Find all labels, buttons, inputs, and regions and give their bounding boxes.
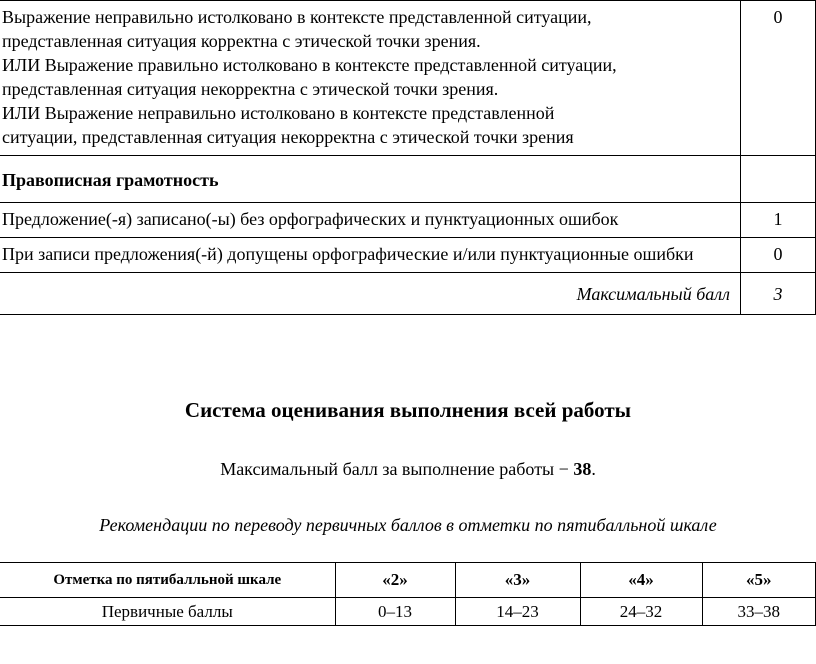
score-range: 24–32 bbox=[580, 598, 702, 626]
grade-header: «2» bbox=[335, 563, 455, 598]
criterion-line: представленная ситуация некорректна с этической точки зрения. bbox=[2, 79, 499, 99]
criterion-line: Выражение неправильно истолковано в контексте представленной ситуации, bbox=[2, 7, 592, 27]
table-row bbox=[0, 203, 816, 238]
grade-header: «4» bbox=[580, 563, 702, 598]
criterion-line: ИЛИ Выражение неправильно истолковано в контексте представленной bbox=[2, 103, 555, 123]
score-range: 0–13 bbox=[335, 598, 455, 626]
recommendation-title: Рекомендации по переводу первичных баллов в отметки по пятибалльной шкале bbox=[99, 515, 717, 535]
table-row bbox=[0, 273, 816, 315]
criterion-line: ИЛИ Выражение правильно истолковано в контексте представленной ситуации, bbox=[2, 55, 617, 75]
grade-conversion-table bbox=[0, 562, 816, 626]
max-score-label: Максимальный балл bbox=[0, 273, 741, 315]
criterion-score: 0 bbox=[741, 238, 816, 273]
table-row bbox=[0, 563, 816, 598]
grade-header: «5» bbox=[702, 563, 816, 598]
max-score-dash: − bbox=[558, 459, 569, 479]
primary-score-label: Первичные баллы bbox=[0, 598, 335, 626]
criterion-description bbox=[0, 1, 741, 156]
table-row bbox=[0, 1, 816, 156]
criterion-line: ситуации, представленная ситуация некорректна с этической точки зрения bbox=[2, 127, 574, 147]
max-score-period: . bbox=[591, 459, 596, 479]
grade-header-label: Отметка по пятибалльной шкале bbox=[0, 563, 335, 598]
section-heading: Система оценивания выполнения всей работы bbox=[184, 398, 632, 422]
score-range: 33–38 bbox=[702, 598, 816, 626]
max-score-number: 38 bbox=[573, 459, 592, 479]
criterion-score: 0 bbox=[741, 1, 816, 156]
score-range: 14–23 bbox=[455, 598, 580, 626]
max-score-value: 3 bbox=[741, 273, 816, 315]
table-row bbox=[0, 156, 816, 203]
table-row bbox=[0, 238, 816, 273]
criterion-description: Предложение(-я) записано(-ы) без орфографических и пунктуационных ошибок bbox=[0, 203, 741, 238]
max-score-sentence bbox=[0, 457, 816, 481]
criterion-score: 1 bbox=[741, 203, 816, 238]
criterion-line: представленная ситуация корректна с этической точки зрения. bbox=[2, 31, 481, 51]
max-score-text: Максимальный балл за выполнение работы bbox=[220, 459, 555, 479]
criteria-table bbox=[0, 0, 816, 315]
empty-cell bbox=[741, 156, 816, 203]
criterion-description: При записи предложения(-й) допущены орфографические и/или пунктуационные ошибки bbox=[0, 238, 741, 273]
grade-header: «3» bbox=[455, 563, 580, 598]
section-title: Правописная грамотность bbox=[0, 156, 741, 203]
table-row bbox=[0, 598, 816, 626]
